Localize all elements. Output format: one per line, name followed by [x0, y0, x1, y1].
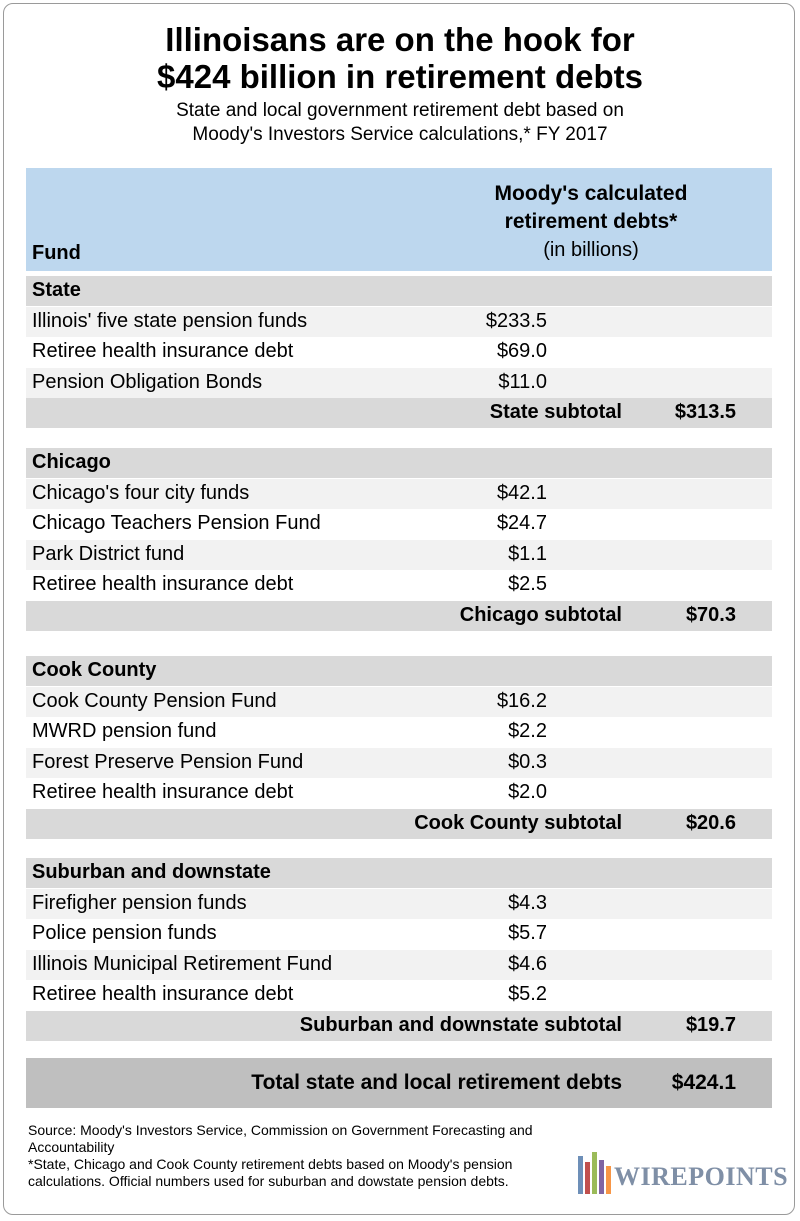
wirepoints-logo [576, 1148, 789, 1196]
subtotal-row [26, 398, 772, 428]
fund-value: $1.1 [508, 542, 547, 565]
table-row [26, 778, 772, 808]
fund-label: Park District fund [32, 542, 185, 565]
table-row [26, 570, 772, 600]
subtotal-row [26, 1011, 772, 1041]
chart-subtitle-line1: State and local government retirement debt based on [176, 100, 624, 121]
fund-label: Forest Preserve Pension Fund [32, 750, 304, 773]
fund-value: $16.2 [496, 689, 547, 712]
header-fund: Fund [32, 242, 81, 264]
fund-label: Chicago Teachers Pension Fund [32, 512, 321, 534]
fund-value: $2.2 [508, 720, 547, 742]
table-row [26, 687, 772, 717]
fund-value: $4.3 [508, 891, 547, 914]
footer-note: *State, Chicago and Cook County retirement debts based on Moody's pension calculations. Official numbers used for suburban and dowstate pension debts. [28, 1156, 513, 1189]
table-row [26, 509, 772, 539]
section-name: Suburban and downstate [32, 861, 271, 883]
subtotal-value: $313.5 [674, 401, 736, 423]
subtotal-label: Cook County subtotal [414, 811, 622, 834]
fund-value: $24.7 [496, 512, 547, 534]
fund-label: Chicago's four city funds [32, 481, 250, 504]
subtotal-label: Chicago subtotal [459, 603, 622, 626]
table-header [26, 168, 772, 271]
table-row [26, 540, 772, 570]
fund-label: MWRD pension fund [32, 720, 217, 742]
table-row [26, 717, 772, 747]
footer-notes [28, 1122, 568, 1190]
subtotal-label: Suburban and downstate subtotal [299, 1013, 622, 1036]
fund-value: $69.0 [496, 340, 547, 362]
fund-label: Firefigher pension funds [32, 891, 247, 914]
fund-value: $42.1 [496, 481, 547, 504]
header-col-line2: retirement debts* [504, 210, 678, 233]
fund-value: $5.7 [508, 922, 547, 944]
table-row [26, 368, 772, 398]
footer-source: Source: Moody's Investors Service, Commission on Government Forecasting and Accountability [28, 1122, 533, 1155]
subtotal-row [26, 809, 772, 839]
fund-label: Retiree health insurance debt [32, 573, 294, 595]
section-name: State [32, 279, 81, 301]
subtotal-value: $20.6 [685, 811, 736, 834]
fund-value: $5.2 [508, 983, 547, 1005]
chart-title-line1: Illinoisans are on the hook for [165, 21, 635, 58]
table-row [26, 889, 772, 919]
section-header [26, 448, 772, 478]
table-row [26, 479, 772, 509]
fund-label: Retiree health insurance debt [32, 340, 294, 362]
total-row [26, 1058, 772, 1108]
header-col-unit: (in billions) [543, 239, 639, 261]
fund-value: $4.6 [508, 952, 547, 975]
table-row [26, 950, 772, 980]
fund-label: Retiree health insurance debt [32, 781, 294, 803]
header-col-line1: Moody's calculated [494, 182, 688, 205]
section-name: Chicago [32, 451, 111, 473]
subtotal-row [26, 601, 772, 631]
fund-value: $2.5 [508, 573, 547, 595]
header-debt-column [446, 180, 736, 264]
wirepoints-logo-icon [576, 1148, 616, 1196]
table-row [26, 748, 772, 778]
table-row [26, 337, 772, 367]
total-label: Total state and local retirement debts [251, 1071, 622, 1094]
fund-value: $2.0 [508, 781, 547, 803]
table-row [26, 307, 772, 337]
fund-value: $11.0 [498, 370, 547, 393]
table-row [26, 980, 772, 1010]
chart-title-line2: $424 billion in retirement debts [157, 58, 643, 95]
subtotal-value: $19.7 [685, 1013, 736, 1036]
fund-label: Retiree health insurance debt [32, 983, 294, 1005]
fund-label: Illinois' five state pension funds [32, 309, 308, 332]
section-header [26, 656, 772, 686]
chart-subtitle-line2: Moody's Investors Service calculations,* FY 2017 [192, 124, 608, 145]
fund-label: Pension Obligation Bonds [32, 370, 263, 393]
fund-label: Cook County Pension Fund [32, 689, 277, 712]
fund-value: $233.5 [485, 309, 547, 332]
section-header [26, 276, 772, 306]
fund-label: Illinois Municipal Retirement Fund [32, 952, 333, 975]
section-header [26, 858, 772, 888]
subtotal-value: $70.3 [685, 603, 736, 626]
fund-label: Police pension funds [32, 922, 217, 944]
section-name: Cook County [32, 659, 157, 681]
wirepoints-logo-text: WIREPOINTS [614, 1162, 789, 1191]
subtotal-label: State subtotal [489, 401, 622, 423]
fund-value: $0.3 [508, 750, 547, 773]
total-value: $424.1 [671, 1071, 736, 1094]
table-row [26, 919, 772, 949]
